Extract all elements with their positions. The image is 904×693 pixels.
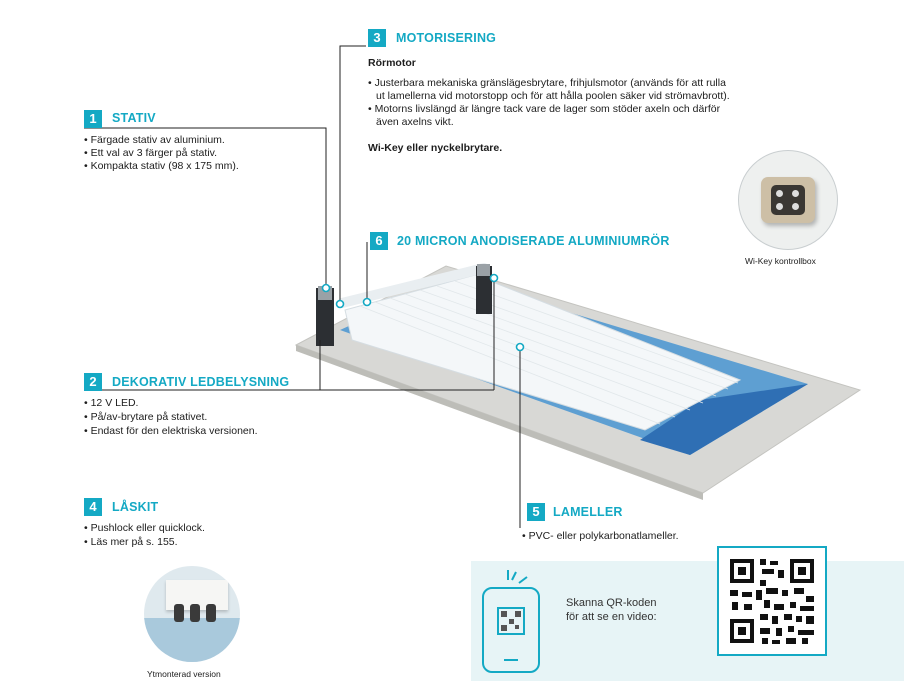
motorisering-bullet: • Justerbara mekaniska gränslägesbrytare, frihjulsmotor (används för att rulla [368, 77, 726, 90]
stativ-heading: STATIV [112, 111, 156, 125]
wikey-note: Wi-Key eller nyckelbrytare. [368, 142, 503, 154]
section-number-1: 1 [84, 110, 102, 128]
wikey-caption: Wi-Key kontrollbox [745, 256, 816, 266]
qr-instruction-line1: Skanna QR-koden [566, 597, 657, 609]
dekorativ-heading: DEKORATIV LEDBELYSNING [112, 375, 290, 389]
qr-panel [471, 561, 904, 681]
wikey-box-icon [761, 177, 815, 223]
right-stand-cap [477, 264, 490, 276]
lameller-heading: LAMELLER [553, 505, 623, 519]
lock-kit-caption: Ytmonterad version [147, 669, 221, 679]
motorisering-bullet-cont: ut lamellerna vid motorstopp och för att hålla poolen säker vid strömavbrott). [376, 90, 730, 102]
wikey-image [738, 150, 838, 250]
laskit-bullet: • Pushlock eller quicklock. [84, 522, 205, 535]
laskit-bullet: • Läs mer på s. 155. [84, 536, 178, 549]
qr-instruction-line2: för att se en video: [566, 611, 657, 623]
motor-type-label: Rörmotor [368, 57, 416, 69]
stativ-bullet: • Kompakta stativ (98 x 175 mm). [84, 160, 239, 173]
section-number-3: 3 [368, 29, 386, 47]
dekorativ-bullet: • På/av-brytare på stativet. [84, 411, 207, 424]
section-number-4: 4 [84, 498, 102, 516]
stativ-bullet: • Färgade stativ av aluminium. [84, 134, 225, 147]
section-number-6: 6 [370, 232, 388, 250]
stativ-bullet: • Ett val av 3 färger på stativ. [84, 147, 217, 160]
section-number-2: 2 [84, 373, 102, 391]
motorisering-bullet-cont: även axelns vikt. [376, 116, 454, 128]
lameller-bullet: • PVC- eller polykarbonatlameller. [522, 530, 679, 543]
laskit-heading: LÅSKIT [112, 500, 159, 514]
dekorativ-bullet: • Endast för den elektriska versionen. [84, 425, 258, 438]
lock-kit-image [144, 566, 240, 662]
section-number-5: 5 [527, 503, 545, 521]
motorisering-bullet: • Motorns livslängd är längre tack vare de lager som stöder axeln och därför [368, 103, 720, 116]
motorisering-heading: MOTORISERING [396, 31, 497, 45]
aluminiumror-heading: 20 MICRON ANODISERADE ALUMINIUMRÖR [397, 234, 670, 248]
dekorativ-bullet: • 12 V LED. [84, 397, 138, 410]
